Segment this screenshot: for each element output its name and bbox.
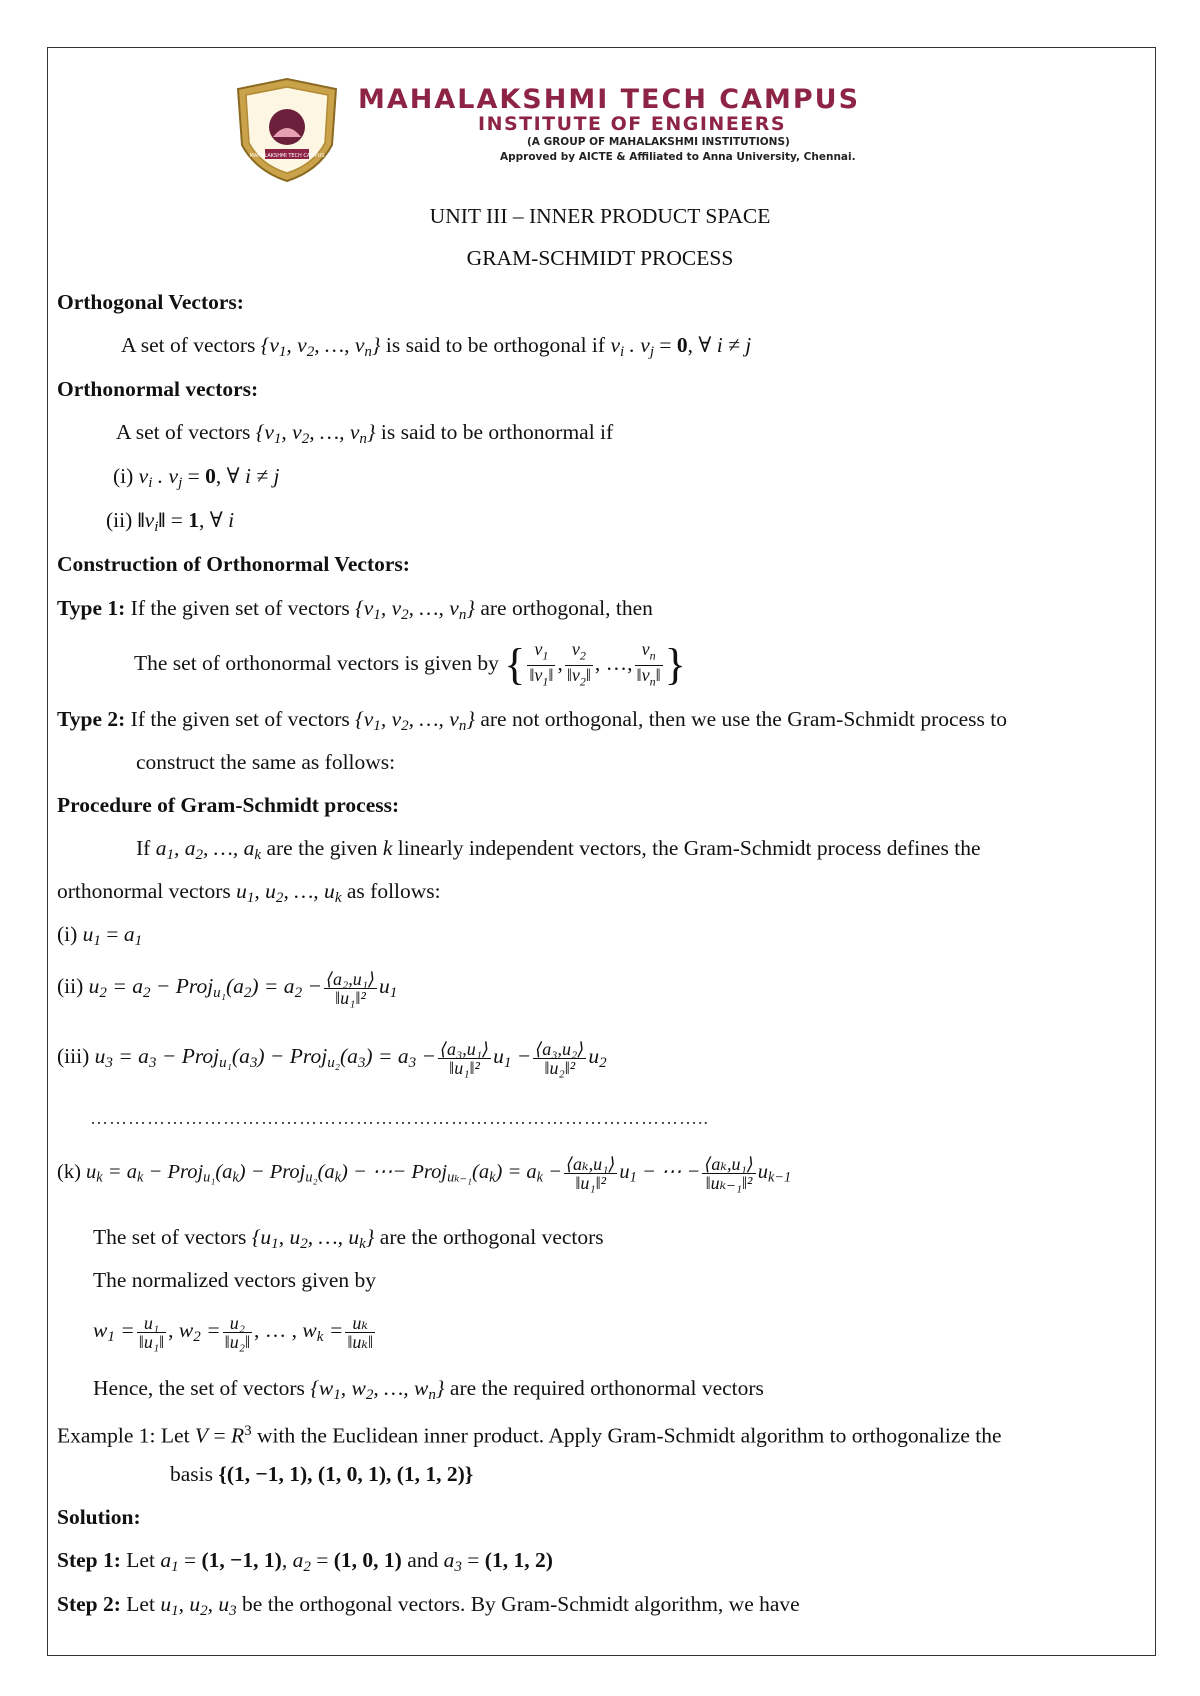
orthogonal-definition: A set of vectors {$v_1$, $v_2$, …, $v_n$} is said to be orthogonal if $v_i$ . $v_j = 0$, ∀ i ≠ j (121, 333, 752, 360)
step-1-line: Step 1: Let $a_1 = (1$, −1, 1), $a_2 = (1$, 0, 1) and $a_3 = (1$, 1, 2) (57, 1548, 553, 1575)
type1-formula: The set of orthonormal vectors is given by { $\frac{v_1}{‖v_1‖}$ , $\frac{v_2}{‖v_2‖}$ , …, $\frac{v_n}{‖v_n‖}$ } (134, 639, 686, 690)
seal-text: MAHALAKSHMI TECH CAMPUS (249, 153, 325, 159)
approval-line: Approved by AICTE & Affiliated to Anna University, Chennai. (500, 151, 856, 163)
dotted-separator: …………………………………………………………………………………….. (90, 1108, 709, 1128)
step-k-formula: (k) $u_k = a_k$ − $Proj_{u_1}(a_k)$ − $Proj_{u_2}(a_k)$ − ⋯− $Proj_{u_{k-1}}(a_k) = a_k$ − $\frac{\text{⟨aₖ,u₁⟩}}{\text{‖u₁‖²}}$ $u_1$ − ⋯ − $\frac{\text{⟨aₖ,u₁⟩}}{\text{‖uₖ₋₁‖²}}$ $u_{k-1}$ (57, 1153, 792, 1193)
orthonormal-heading: Orthonormal vectors: (57, 377, 259, 401)
type1-line: Type 1: If the given set of vectors {$v_1$, $v_2$, …, $v_n$} are orthogonal, then (57, 596, 653, 623)
procedure-intro-2: orthonormal vectors $u_1$, $u_2$, …, $u_k$ as follows: (57, 879, 441, 906)
unit-title: UNIT III – INNER PRODUCT SPACE (429, 204, 771, 228)
solution-heading: Solution: (57, 1505, 141, 1529)
type2-line-2: construct the same as follows: (136, 750, 396, 774)
normalized-formula: $w_1$ = $\frac{\text{u₁}}{\text{‖u₁‖}}$ , $w_2$ = $\frac{\text{u₂}}{\text{‖u₂‖}}$ , … , $w_k$ = $\frac{\text{uₖ}}{\text{‖uₖ‖}}$ (93, 1312, 374, 1352)
orthonormal-condition-1: (i) $v_i$ . $v_j = 0$, ∀ i ≠ j (113, 464, 280, 491)
step-ii-formula: (ii) $u_2 = a_2$ − $Proj_{u_1}(a_2) = a_2$ − $\frac{\text{⟨a₂,u₁⟩}}{\text{‖u₁‖²}}$ $u_1$ (57, 968, 398, 1008)
group-line: (A GROUP OF MAHALAKSHMI INSTITUTIONS) (527, 136, 790, 148)
college-name: MAHALAKSHMI TECH CAMPUS (358, 84, 861, 115)
type2-line: Type 2: If the given set of vectors {$v_1$, $v_2$, …, $v_n$} are not orthogonal, then we use the Gram-Schmidt process to (57, 707, 1007, 734)
orthonormal-condition-2: (ii) $‖v_i‖ = 1$, ∀ i (106, 508, 235, 535)
example-1-basis: basis {(1, −1, 1), (1, 0, 1), (1, 1, 2)} (170, 1462, 474, 1486)
orthogonal-heading: Orthogonal Vectors: (57, 290, 244, 314)
orthogonal-set-statement: The set of vectors {$u_1$, $u_2$, …, $u_k$} are the orthogonal vectors (93, 1225, 604, 1252)
institute-name: INSTITUTE OF ENGINEERS (478, 113, 787, 135)
procedure-intro-1: If $a_1$, $a_2$, …, $a_k$ are the given k linearly independent vectors, the Gram-Schmidt process defines the (136, 836, 981, 863)
topic-title: GRAM-SCHMIDT PROCESS (466, 246, 734, 270)
step-i-formula: (i) $u_1 = a_1$ (57, 922, 143, 949)
example-1-line: Example 1: Let $V = R^3$ with the Euclidean inner product. Apply Gram-Schmidt algorithm to orthogonalize the (57, 1423, 1002, 1448)
orthonormal-definition: A set of vectors {$v_1$, $v_2$, …, $v_n$} is said to be orthonormal if (116, 420, 614, 447)
normalized-statement: The normalized vectors given by (93, 1268, 376, 1292)
college-seal-logo (228, 75, 346, 183)
step-iii-formula: (iii) $u_3 = a_3$ − $Proj_{u_1}(a_3)$ − $Proj_{u_2}(a_3) = a_3$ − $\frac{\text{⟨a₃,u₁⟩}}{\text{‖u₁‖²}}$ $u_1$ − $\frac{\text{⟨a₃,u₂⟩}}{\text{‖u₂‖²}}$ $u_2$ (57, 1038, 607, 1078)
hence-statement: Hence, the set of vectors {$w_1$, $w_2$, …, $w_n$} are the required orthonormal vectors (93, 1376, 764, 1403)
procedure-heading: Procedure of Gram-Schmidt process: (57, 793, 400, 817)
construction-heading: Construction of Orthonormal Vectors: (57, 552, 410, 576)
step-2-line: Step 2: Let $u_1$, $u_2$, $u_3$ be the orthogonal vectors. By Gram-Schmidt algorithm, we have (57, 1592, 800, 1619)
